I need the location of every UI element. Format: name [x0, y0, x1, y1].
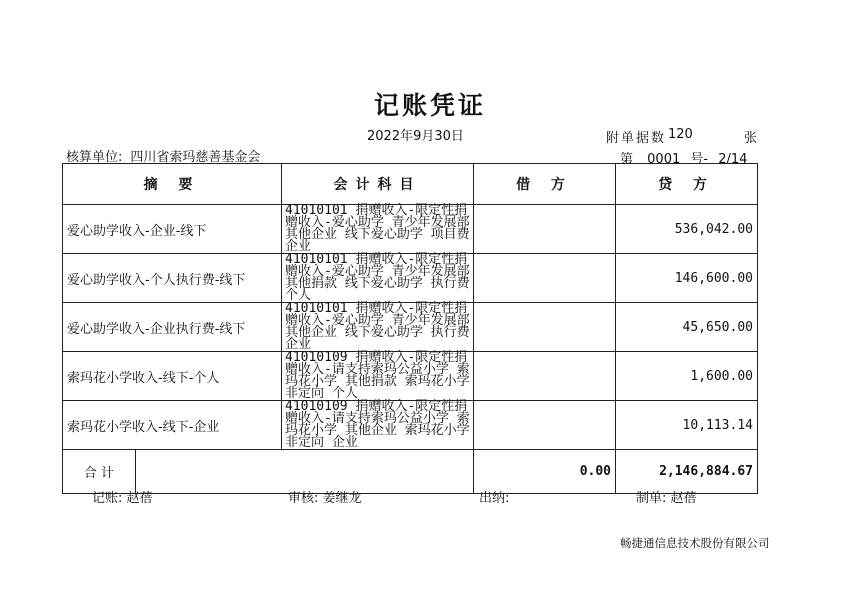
table-row — [63, 352, 758, 401]
row-credit: 1,600.00 — [616, 352, 758, 401]
row-summary: 爱心助学收入-企业-线下 — [63, 205, 282, 254]
total-label: 合 计 — [63, 450, 136, 493]
row-debit — [474, 352, 616, 401]
table-row — [63, 254, 758, 303]
accounting-unit-value: 四川省索玛慈善基金会 — [130, 150, 261, 165]
row-account: 41010109 捐赠收入-限定性捐赠收入-请支持索玛公益小学 索玛花小学 其他企业 索玛花小学 非定向 企业 — [282, 401, 474, 450]
row-debit — [474, 254, 616, 303]
row-account: 41010109 捐赠收入-限定性捐赠收入-请支持索玛公益小学 索玛花小学 其他捐款 索玛花小学 非定向 个人 — [282, 352, 474, 401]
software-company: 畅捷通信息技术股份有限公司 — [620, 536, 770, 550]
header-account: 会计科目 — [282, 164, 474, 205]
voucher-title: 记账凭证 — [373, 91, 486, 120]
row-summary: 索玛花小学收入-线下-企业 — [63, 401, 282, 450]
table-row — [63, 205, 758, 254]
header-debit: 借 方 — [474, 164, 616, 205]
attachments-label: 附单据数 — [606, 131, 667, 146]
attachments-count — [606, 127, 758, 146]
cashier-signature: 出纳: — [479, 491, 510, 506]
row-account: 41010101 捐赠收入-限定性捐赠收入-爱心助学 青少年发展部 其他企业 线下爱心助学 执行费 企业 — [282, 303, 474, 352]
row-summary: 爱心助学收入-企业执行费-线下 — [63, 303, 282, 352]
voucher-number-suffix: 号- — [690, 152, 709, 167]
row-credit: 45,650.00 — [616, 303, 758, 352]
preparer-signature: 制单: 赵蓓 — [636, 491, 697, 506]
accounting-unit-label: 核算单位: — [66, 150, 123, 165]
row-debit — [474, 303, 616, 352]
row-debit — [474, 205, 616, 254]
header-credit: 贷 方 — [616, 164, 758, 205]
row-credit: 10,113.14 — [616, 401, 758, 450]
bookkeeper-signature: 记账: 赵蓓 — [92, 491, 153, 506]
row-account: 41010101 捐赠收入-限定性捐赠收入-爱心助学 青少年发展部 其他捐款 线下爱心助学 执行费 个人 — [282, 254, 474, 303]
table-header-row — [63, 164, 758, 205]
attachments-number: 120 — [668, 127, 693, 142]
table-row — [63, 303, 758, 352]
voucher-number-value: 0001 — [647, 152, 681, 167]
table-row — [63, 401, 758, 450]
voucher-date: 2022年9月30日 — [367, 129, 464, 144]
total-debit: 0.00 — [474, 450, 616, 494]
row-account: 41010101 捐赠收入-限定性捐赠收入-爱心助学 青少年发展部 其他企业 线下爱心助学 项目费 企业 — [282, 205, 474, 254]
header-summary: 摘 要 — [63, 164, 282, 205]
voucher-table — [62, 163, 758, 494]
voucher-number-prefix: 第 — [620, 152, 634, 167]
voucher-page: 2/14 — [718, 152, 748, 167]
row-summary: 索玛花小学收入-线下-个人 — [63, 352, 282, 401]
total-credit: 2,146,884.67 — [616, 450, 758, 494]
reviewer-signature: 审核: 姜继龙 — [288, 491, 362, 506]
row-credit: 536,042.00 — [616, 205, 758, 254]
attachments-unit: 张 — [744, 131, 758, 146]
row-credit: 146,600.00 — [616, 254, 758, 303]
row-summary: 爱心助学收入-个人执行费-线下 — [63, 254, 282, 303]
row-debit — [474, 401, 616, 450]
